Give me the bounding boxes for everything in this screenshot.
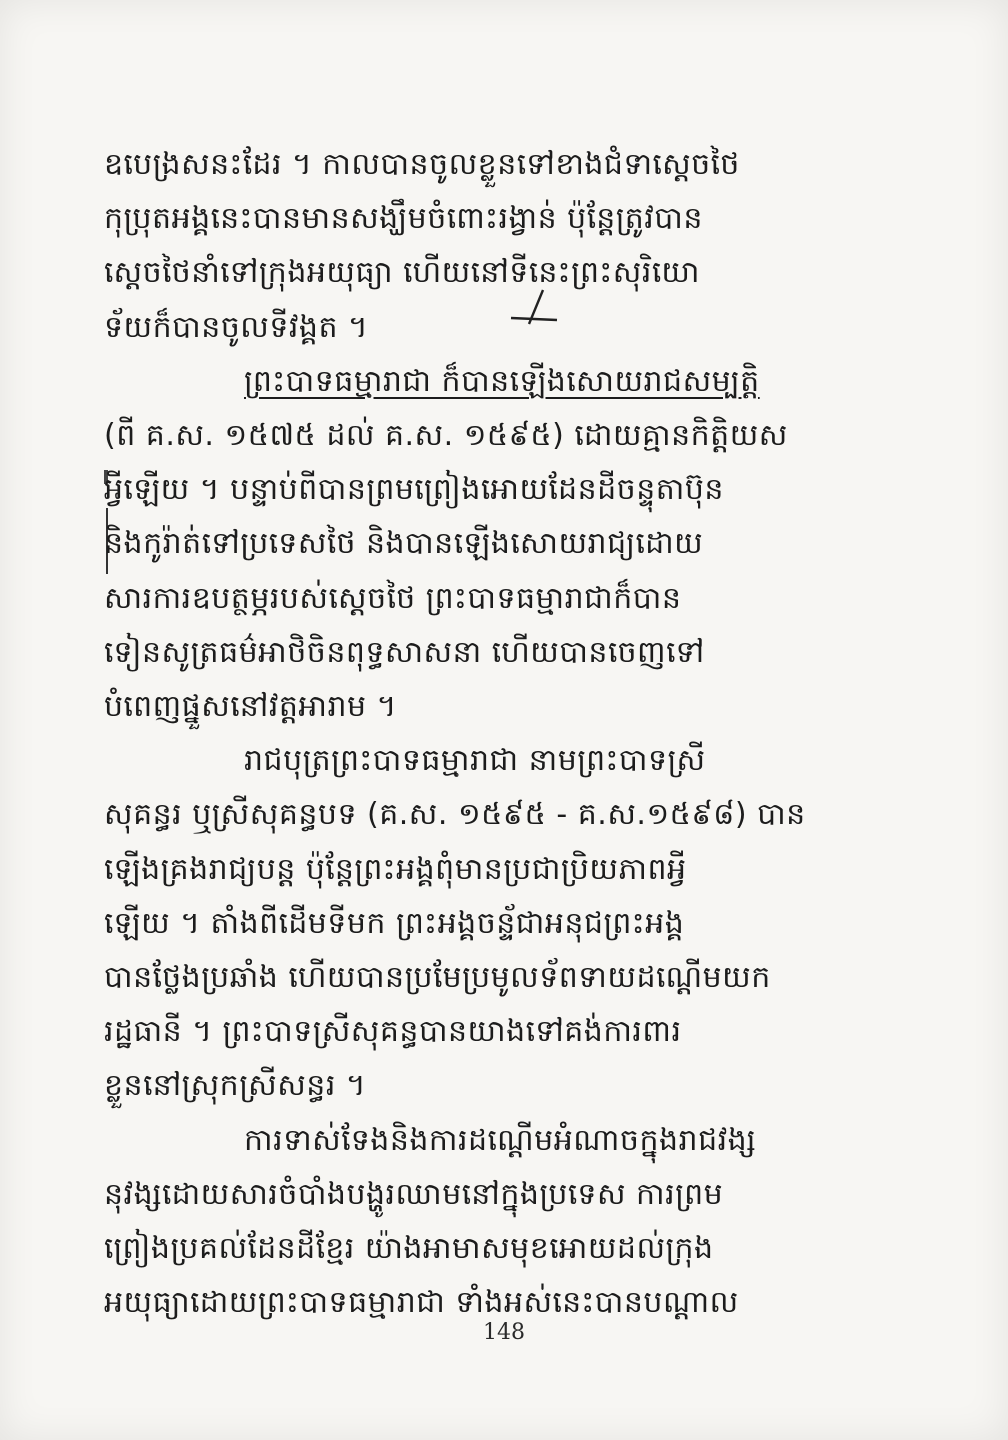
text-line: នុវង្សដោយសារចំបាំងបង្ហូរឈាមនៅក្នុងប្រទេស ការព្រម	[104, 1176, 724, 1212]
text-line: កុប្រុតអង្គនេះបានមានសង្ឃឹមចំពោះរង្វាន់ ប៉ុន្តែត្រូវបាន	[104, 201, 703, 237]
text-line: សុគន្ធរ ឬស្រីសុគន្ធបទ (គ.ស. ១៥៩៥ - គ.ស.១៥៩៨) បាន	[104, 797, 806, 833]
paragraph-1	[104, 138, 904, 355]
text-line: រដ្ឋធានី ។ ព្រះបាទស្រីសុគន្ធបានយាងទៅគង់ការពារ	[104, 1014, 682, 1050]
paragraph-3	[104, 734, 904, 1113]
text-line: អ្វីឡើយ ។ បន្ទាប់ពីបានព្រមព្រៀងអោយដែនដីចន្ទុតាប៊ុន	[104, 472, 724, 508]
text-line: រាជបុត្រព្រះបាទធម្មារាជា នាមព្រះបាទស្រី	[244, 743, 706, 779]
text-line: បានថ្លែងប្រឆាំង ហើយបានប្រមែប្រមូលទ័ពទាយដណ្ដើមយក	[104, 960, 771, 996]
page-number: 148	[483, 1320, 525, 1345]
paragraph-4	[104, 1114, 904, 1331]
text-line: (ពី គ.ស. ១៥៧៥ ដល់ គ.ស. ១៥៩៥) ដោយគ្មានកិត្តិយស	[104, 418, 788, 454]
text-line: ព្រះបាទធម្មារាជា ក៏បានឡើងសោយរាជសម្បត្តិ	[244, 363, 760, 399]
text-line: ការទាស់ទែងនិងការដណ្ដើមអំណាចក្នុងរាជវង្ស	[244, 1122, 757, 1158]
text-line: អយុធ្យាដោយព្រះបាទធម្មារាជា ទាំងអស់នេះបានបណ្ដាល	[104, 1285, 739, 1321]
body-text	[104, 138, 904, 1330]
text-line: ព្រៀងប្រគល់ដែនដីខ្មែរ យ៉ាងអាមាសមុខអោយដល់ក្រុង	[104, 1231, 714, 1267]
text-line: ស្ដេចថៃនាំទៅក្រុងអយុធ្យា ហើយនៅទីនេះព្រះសុរិយោ	[104, 255, 700, 291]
text-line: ឧបេង្រសនះដែរ ។ កាលបានចូលខ្លួនទៅខាងជំទាស្ដេចថៃ	[104, 147, 740, 182]
paragraph-2	[104, 355, 904, 734]
text-line: ខ្លួននៅស្រុកស្រីសន្ធរ ។	[104, 1068, 367, 1104]
text-line: ឡើងគ្រងរាជ្យបន្ត ប៉ុន្តែព្រះអង្គពុំមានប្រជាប្រិយភាពអ្វី	[104, 851, 687, 887]
text-line: និងកូរ៉ាត់ទៅប្រទេសថៃ និងបានឡើងសោយរាជ្យដោយ	[104, 526, 704, 562]
text-line: បំពេញផ្នួសនៅវត្តអារាម ។	[104, 689, 397, 725]
text-line: ឡើយ ។ តាំងពីដើមទីមក ព្រះអង្គចន្ទ័ជាអនុជព្រះអង្គ	[104, 905, 685, 941]
text-line: សារការឧបត្ថម្ភរបស់ស្ដេចថៃ ព្រះបាទធម្មារាជាក៏បាន	[104, 580, 682, 616]
text-line: ទៀនសូត្រធម៌អាថិចិនពុទ្ធសាសនា ហើយបានចេញទៅ	[104, 634, 705, 670]
text-line: ទ័យក៏បានចូលទីវង្គត ។	[104, 309, 369, 345]
